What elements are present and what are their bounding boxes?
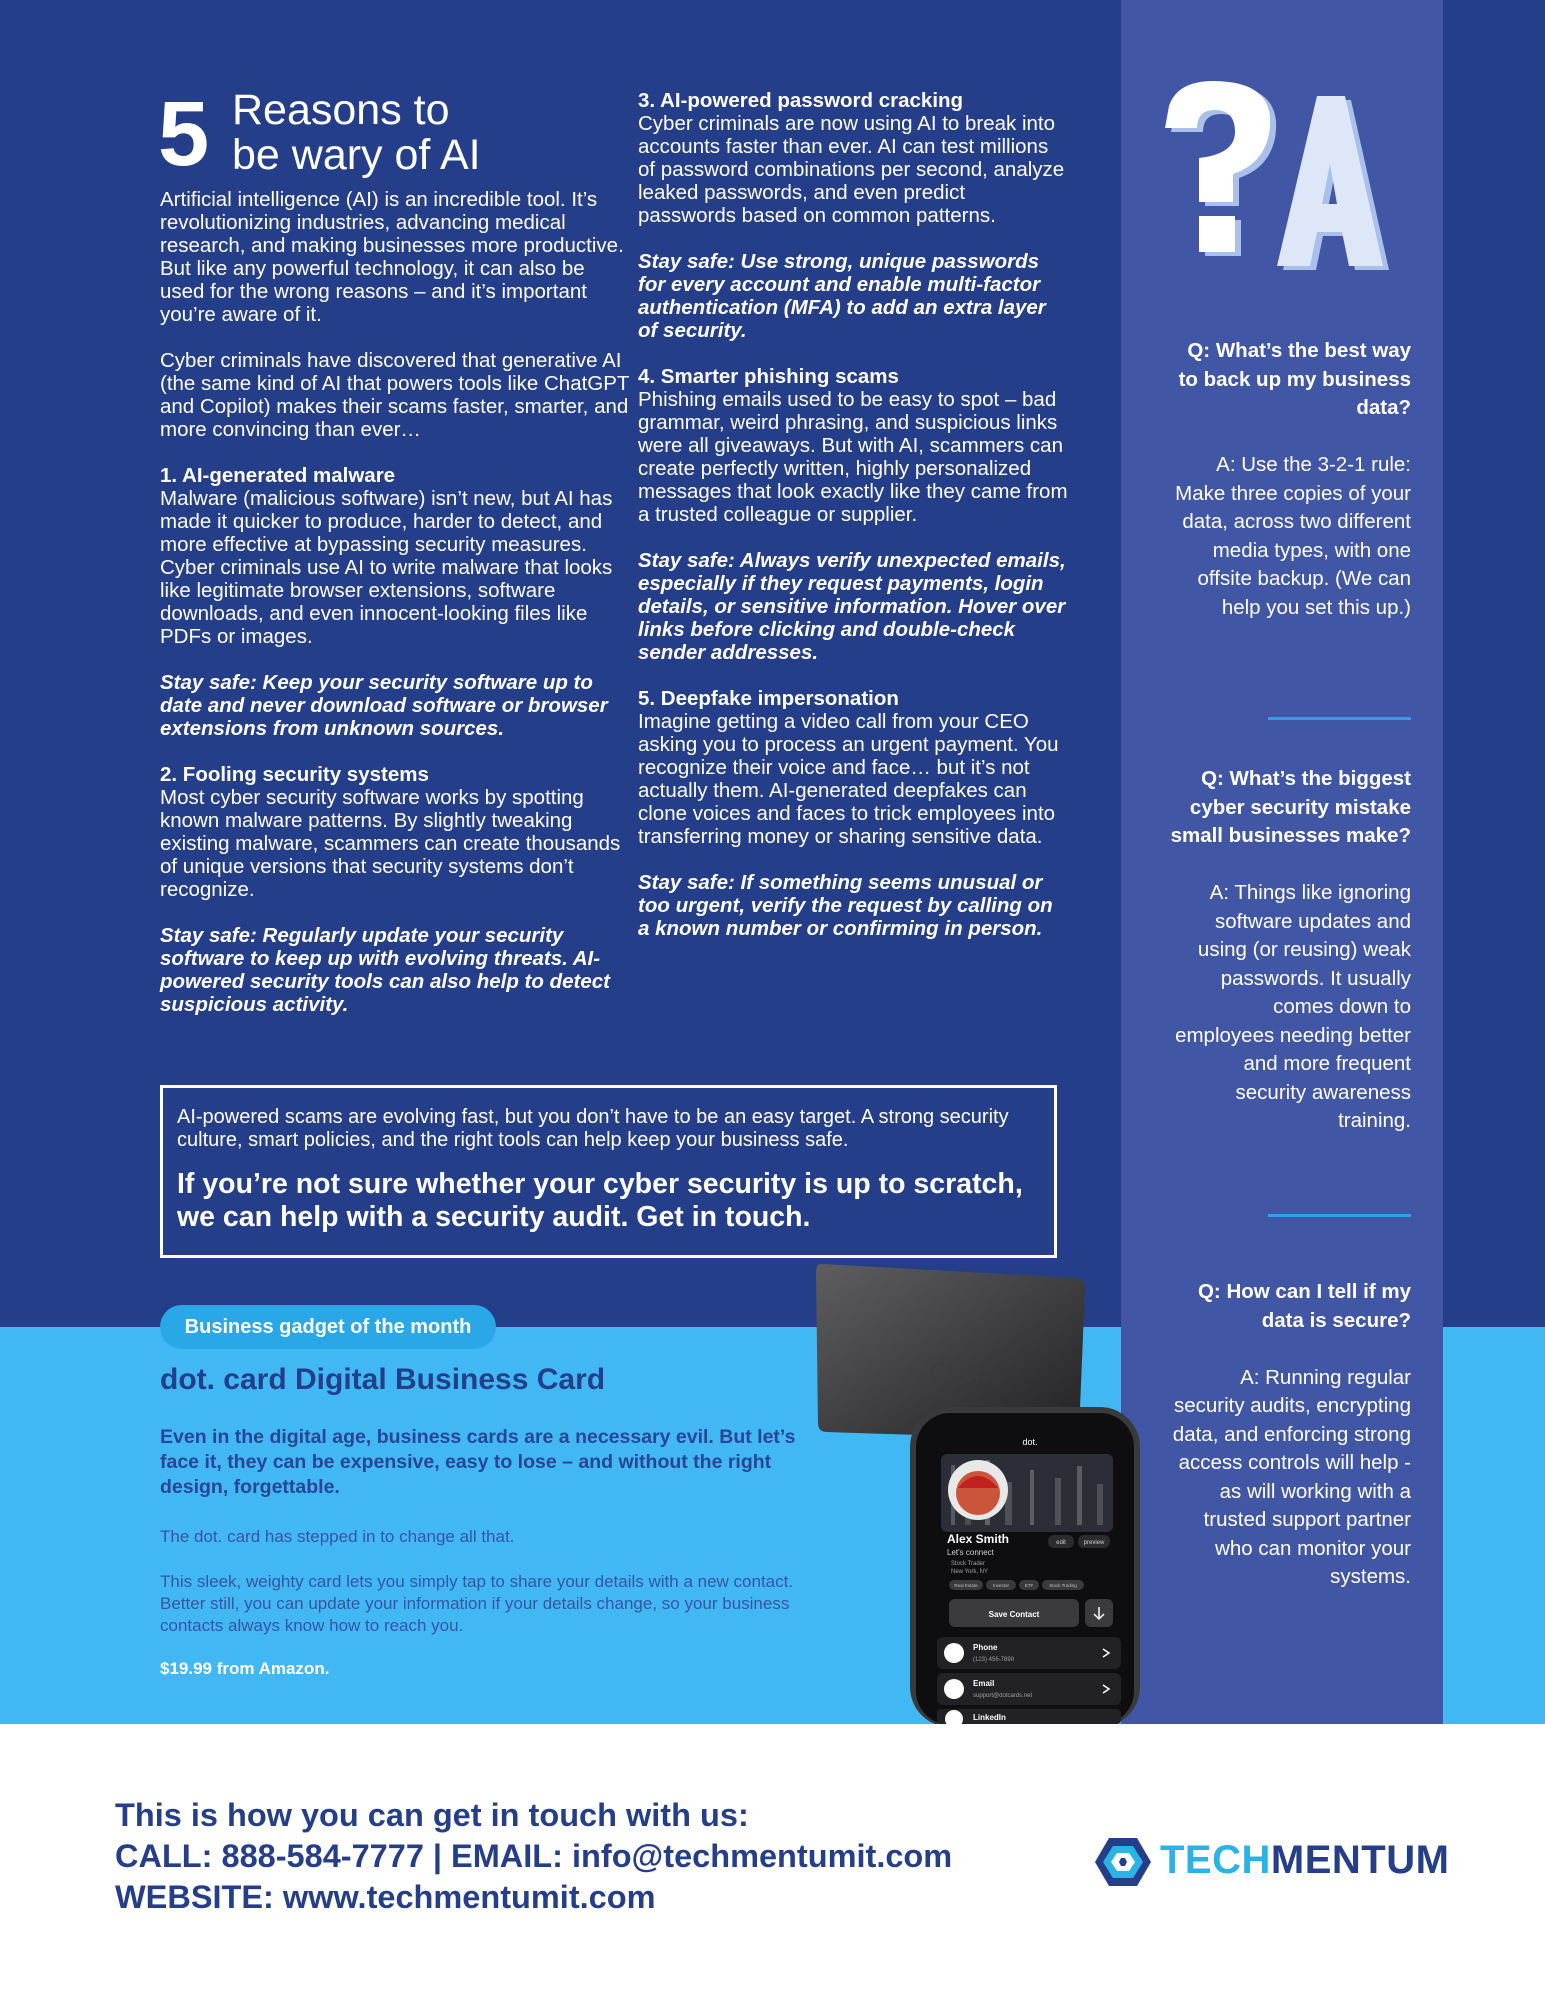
qa-item-1	[1170, 337, 1411, 622]
save-contact-button[interactable]: Save Contact	[988, 1610, 1040, 1619]
gadget-title: dot. card Digital Business Card	[160, 1363, 606, 1396]
contact-info	[115, 1795, 952, 1918]
reason-4-body: Phishing emails used to be easy to spot – bad grammar, weird phrasing, and suspicious links were all giveaways. But with AI, scammers can create perfectly written, highly personalized messages that look exactly like they came from a trusted colleague or supplier.	[638, 388, 1068, 526]
phone-row[interactable]	[937, 1637, 1121, 1669]
gadget-lead: Even in the digital age, business cards are a necessary evil. But let’s face it, they can be expensive, easy to lose – and without the right design, forgettable.	[160, 1426, 796, 1498]
techmentum-logo	[1095, 1832, 1450, 1892]
tag-label: Investor	[992, 1583, 1010, 1588]
edit-button[interactable]: edit	[1056, 1540, 1066, 1546]
logo-wordmark: TECHMENTUM	[1160, 1838, 1450, 1882]
qa-question-3: Q: How can I tell if my data is secure?	[1197, 1280, 1411, 1332]
email-icon	[944, 1679, 964, 1699]
callout-cta: If you’re not sure whether your cyber security is up to scratch, we can help with a security audit. Get in touch.	[177, 1168, 1023, 1233]
contact-row-value: support@dotcards.net	[973, 1693, 1033, 1699]
reason-4-heading: 4. Smarter phishing scams	[638, 365, 899, 388]
contact-phone-email: CALL: 888-584-7777 | EMAIL: info@techmentumit.com	[115, 1838, 953, 1874]
contact-row-label: Phone	[973, 1643, 998, 1652]
intro-paragraph-1: Artificial intelligence (AI) is an incredible tool. It’s revolutionizing industries, advancing medical research, and making businesses more productive. But like any powerful technology, it can also be used for the wrong reasons – and it’s important you’re aware of it.	[160, 188, 624, 326]
contact-row-value: (123) 456-7890	[973, 1657, 1015, 1663]
reason-5-heading: 5. Deepfake impersonation	[638, 687, 899, 710]
contact-website: WEBSITE: www.techmentumit.com	[115, 1879, 656, 1915]
phone-icon	[944, 1643, 964, 1663]
qa-item-2	[1170, 765, 1411, 1136]
contact-subtitle: Let's connect	[947, 1548, 994, 1557]
card-logo-text: dot.	[929, 1351, 981, 1388]
linkedin-row[interactable]	[937, 1709, 1121, 1724]
reason-3-tip: Stay safe: Use strong, unique passwords for every account and enable multi-factor authentication (MFA) to add an extra layer of security.	[638, 250, 1046, 342]
dot-card-product-image	[815, 1260, 1145, 1724]
contact-heading: This is how you can get in touch with us:	[115, 1797, 749, 1833]
smartphone	[910, 1407, 1140, 1724]
tag-label: Real Estate	[954, 1583, 978, 1588]
title-text: Reasons to be wary of AI	[232, 86, 481, 179]
contact-name: Alex Smith	[947, 1532, 1010, 1546]
question-answer-icon	[1165, 80, 1395, 280]
reason-5-tip: Stay safe: If something seems unusual or too urgent, verify the request by calling on a known number or confirming in person.	[638, 871, 1053, 940]
title-number: 5	[158, 83, 210, 185]
reason-2-heading: 2. Fooling security systems	[160, 763, 429, 786]
qa-item-3	[1170, 1278, 1411, 1592]
callout-text: AI-powered scams are evolving fast, but you don’t have to be an easy target. A strong security culture, smart policies, and the right tools can help keep your business safe.	[177, 1106, 1009, 1151]
reason-2-tip: Stay safe: Regularly update your security software to keep up with evolving threats. AI-powered security tools can also help to detect suspicious activity.	[160, 924, 610, 1016]
tag-label: ETF	[1024, 1583, 1034, 1588]
gadget-price: $19.99 from Amazon.	[160, 1659, 330, 1678]
qa-divider	[1268, 717, 1411, 720]
reason-2-body: Most cyber security software works by spotting known malware patterns. By slightly tweaking existing malware, scammers can create thousands of unique versions that security systems don’t recognize.	[160, 786, 621, 901]
techmentum-logo-icon	[1095, 1836, 1151, 1888]
qa-question-2: Q: What’s the biggest cyber security mistake small businesses make?	[1170, 767, 1411, 847]
tag-label: Stock Trading	[1049, 1583, 1077, 1588]
contact-role: Stock Trader	[951, 1561, 986, 1567]
qa-divider	[1268, 1214, 1411, 1217]
reason-5-body: Imagine getting a video call from your CEO asking you to process an urgent payment. You recognize their voice and face… but it’s not actually them. AI-generated deepfakes can clone voices and faces to trick employees into transferring money or sharing sensitive data.	[638, 710, 1059, 848]
callout-box	[160, 1085, 1057, 1258]
gadget-badge: Business gadget of the month	[160, 1305, 496, 1349]
qa-answer-2: A: Things like ignoring software updates and using (or reusing) weak passwords. It usually comes down to employees needing better and more frequent security awareness training.	[1175, 881, 1411, 1132]
contact-row-label: Email	[973, 1679, 995, 1688]
reason-1-tip: Stay safe: Keep your security software up to date and never download software or browser extensions from unknown sources.	[160, 671, 608, 740]
reason-3-body: Cyber criminals are now using AI to break into accounts faster than ever. AI can test millions of password combinations per second, analyze leaked passwords, and even predict passwords based on common patterns.	[638, 112, 1065, 227]
gadget-paragraph-1: The dot. card has stepped in to change all that.	[160, 1527, 515, 1546]
reason-4-tip: Stay safe: Always verify unexpected emails, especially if they request payments, login details, or sensitive information. Hover over links before clicking and double-check sender addresses.	[638, 549, 1066, 664]
article-column-right	[638, 89, 1068, 963]
email-row[interactable]	[937, 1673, 1121, 1705]
preview-button[interactable]: preview	[1083, 1540, 1105, 1546]
gadget-paragraph-2: This sleek, weighty card lets you simply tap to share your details with a new contact. Better still, you can update your information if your details change, so your business contacts always know how to reach you.	[160, 1572, 794, 1635]
article-column-left	[160, 188, 630, 1039]
qa-answer-1: A: Use the 3-2-1 rule: Make three copies of your data, across two different media types, with one offsite backup. (We can help you set this up.)	[1175, 453, 1411, 619]
qa-question-1: Q: What’s the best way to back up my business data?	[1178, 339, 1411, 419]
qa-answer-3: A: Running regular security audits, encrypting data, and enforcing strong access controls will help - as will working with a trusted support partner who can monitor your systems.	[1172, 1365, 1411, 1588]
contact-row-label: LinkedIn	[973, 1713, 1006, 1722]
reason-1-heading: 1. AI-generated malware	[160, 464, 396, 487]
contact-location: New York, NY	[951, 1569, 989, 1575]
reason-3-heading: 3. AI-powered password cracking	[638, 89, 964, 112]
reason-1-body: Malware (malicious software) isn’t new, but AI has made it quicker to produce, harder to detect, and more effective at bypassing security measures. Cyber criminals use AI to write malware that looks like legitimate browser extensions, software downloads, and even innocent-looking files like PDFs or images.	[160, 487, 613, 648]
intro-paragraph-2: Cyber criminals have discovered that generative AI (the same kind of AI that powers tools like ChatGPT and Copilot) makes their scams faster, smarter, and more convincing than ever…	[160, 349, 630, 441]
phone-brand: dot.	[1022, 1437, 1038, 1447]
